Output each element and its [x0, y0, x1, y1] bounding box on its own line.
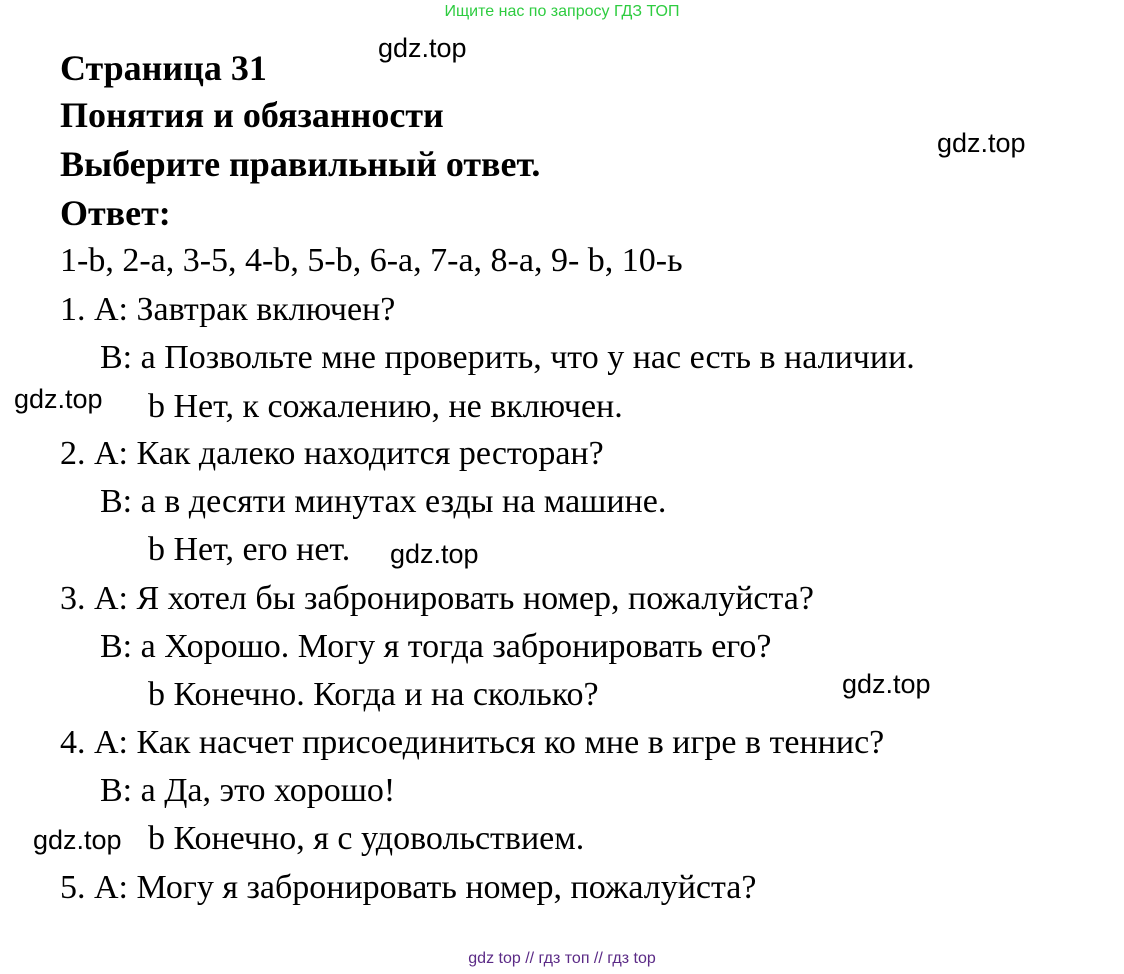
watermark: gdz.top [937, 128, 1026, 158]
dialogue-3-question: 3. А: Я хотел бы забронировать номер, пожалуйста? [60, 580, 814, 617]
dialogue-1-option-a: В: a Позвольте мне проверить, что у нас есть в наличии. [100, 339, 915, 376]
task-heading: Выберите правильный ответ. [60, 144, 541, 184]
dialogue-2-option-a: В: a в десяти минутах езды на машине. [100, 483, 667, 520]
search-banner: Ищите нас по запросу ГДЗ ТОП [444, 3, 680, 20]
answer-key: 1-b, 2-a, 3-5, 4-b, 5-b, 6-a, 7-a, 8-a, 9- b, 10-ь [60, 242, 683, 279]
watermark: gdz.top [33, 825, 122, 855]
footer-watermark: gdz top // гдз топ // гдз top [468, 950, 656, 967]
dialogue-5-question: 5. А: Могу я забронировать номер, пожалуйста? [60, 869, 757, 906]
dialogue-3-option-b: b Конечно. Когда и на сколько? [148, 676, 599, 713]
dialogue-4-question: 4. А: Как насчет присоединиться ко мне в игре в теннис? [60, 724, 885, 761]
dialogue-4-option-a: В: a Да, это хорошо! [100, 772, 396, 809]
dialogue-3-option-a: В: a Хорошо. Могу я тогда забронировать его? [100, 628, 772, 665]
page-title: Страница 31 [60, 48, 267, 88]
dialogue-1-question: 1. А: Завтрак включен? [60, 291, 396, 328]
dialogue-2-question: 2. А: Как далеко находится ресторан? [60, 435, 604, 472]
watermark: gdz.top [14, 384, 103, 414]
topic-heading: Понятия и обязанности [60, 95, 444, 135]
watermark: gdz.top [390, 539, 479, 569]
dialogue-4-option-b: b Конечно, я с удовольствием. [148, 820, 585, 857]
watermark: gdz.top [378, 33, 467, 63]
dialogue-2-option-b: b Нет, его нет. [148, 531, 351, 568]
dialogue-1-option-b: b Нет, к сожалению, не включен. [148, 388, 623, 425]
answer-label: Ответ: [60, 193, 171, 233]
watermark: gdz.top [842, 669, 931, 699]
